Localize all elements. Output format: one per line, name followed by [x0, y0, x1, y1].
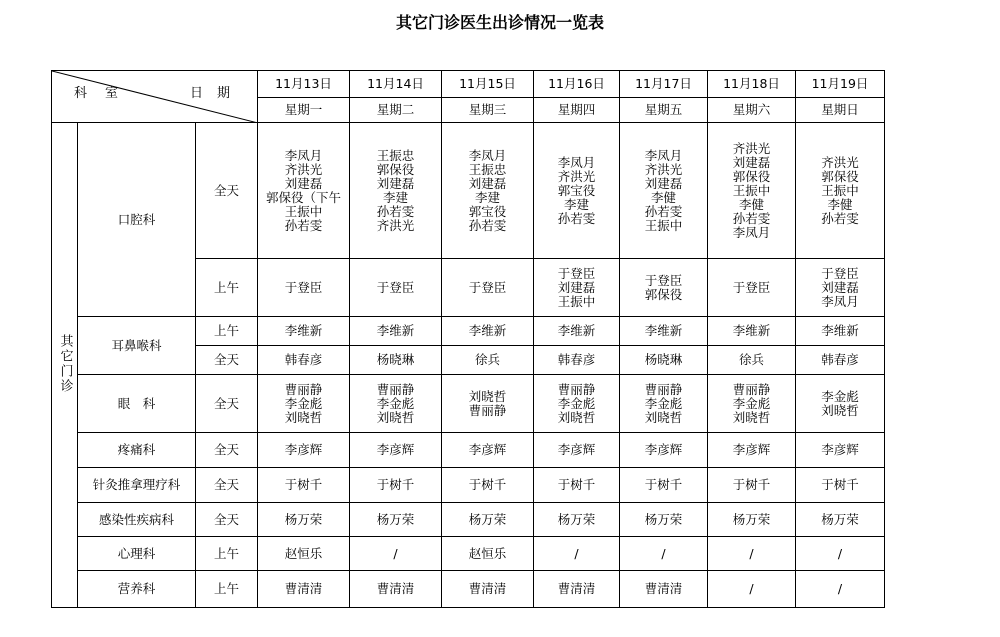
doctor-cell [534, 571, 620, 608]
doctor-cell [350, 375, 442, 433]
doctor-name: 李维新 [376, 323, 415, 338]
schedule-row [52, 468, 885, 503]
doctor-cell [708, 375, 796, 433]
doctor-name: / [837, 545, 843, 561]
schedule-table [51, 70, 885, 608]
doctor-name: / [837, 581, 843, 596]
doctor-cell [620, 123, 708, 259]
doctor-cell [620, 433, 708, 468]
session-label: 全天 [196, 503, 258, 537]
header-corner-cell [52, 71, 258, 123]
doctor-name: 李金彪 [284, 395, 323, 411]
doctor-cell [350, 123, 442, 259]
doctor-cell [534, 346, 620, 375]
doctor-cell [442, 346, 534, 375]
doctor-name: 李维新 [468, 323, 507, 338]
session-label: 全天 [196, 375, 258, 433]
doctor-cell [708, 346, 796, 375]
doctor-name: 齐洪光 [644, 161, 683, 177]
doctor-name: 刘建磊 [376, 175, 415, 191]
doctor-name: / [393, 545, 398, 561]
doctor-cell [258, 317, 350, 346]
doctor-cell [258, 123, 350, 259]
doctor-name: 王振忠 [468, 161, 507, 177]
department-name: 感染性疾病科 [78, 503, 196, 537]
doctor-cell [620, 317, 708, 346]
doctor-name: 曹丽静 [557, 381, 596, 397]
doctor-name: 曹清清 [644, 581, 683, 596]
doctor-name: 李维新 [821, 323, 859, 338]
doctor-name: 于登臣 [557, 265, 596, 281]
doctor-cell [258, 346, 350, 375]
doctor-cell [534, 537, 620, 571]
schedule-row [52, 375, 885, 433]
doctor-cell [534, 503, 620, 537]
doctor-name: 刘晓哲 [644, 409, 683, 425]
doctor-name: 李凤月 [821, 293, 859, 309]
doctor-cell [796, 468, 885, 503]
weekday-header: 星期四 [534, 98, 620, 123]
doctor-name: 齐洪光 [376, 217, 415, 233]
doctor-name: 李彦辉 [732, 442, 771, 457]
doctor-name: 郭宝役 [557, 182, 596, 198]
doctor-name: 李健 [738, 196, 764, 212]
schedule-row [52, 503, 885, 537]
doctor-name: 李建 [474, 189, 500, 205]
doctor-cell [796, 317, 885, 346]
doctor-name: 韩春彦 [284, 352, 323, 367]
doctor-cell [442, 468, 534, 503]
doctor-name: 于树千 [468, 477, 507, 492]
doctor-cell [796, 123, 885, 259]
doctor-name: 李金彪 [732, 395, 771, 411]
department-name: 耳鼻喉科 [78, 317, 196, 375]
doctor-name: 刘晓哲 [557, 409, 596, 425]
schedule-row [52, 123, 885, 259]
doctor-name: 李彦辉 [376, 442, 415, 457]
doctor-name: 李金彪 [376, 395, 415, 411]
doctor-name: 李金彪 [821, 388, 859, 404]
doctor-name: / [661, 545, 666, 561]
date-header: 11月15日 [442, 71, 534, 98]
doctor-name: 李金彪 [644, 395, 683, 411]
doctor-name: 曹清清 [376, 581, 415, 596]
doctor-name: 于树千 [284, 477, 323, 492]
doctor-cell [350, 317, 442, 346]
date-header: 11月14日 [350, 71, 442, 98]
doctor-name: 于登臣 [821, 265, 859, 281]
doctor-name: / [749, 545, 754, 561]
doctor-name: 曹丽静 [644, 381, 683, 397]
doctor-name: 李彦辉 [468, 442, 507, 457]
doctor-cell [620, 468, 708, 503]
doctor-name: 李凤月 [644, 147, 683, 163]
schedule-row [52, 537, 885, 571]
doctor-name: 于登臣 [644, 272, 683, 288]
session-label: 上午 [196, 571, 258, 608]
schedule-row [52, 317, 885, 346]
doctor-cell [708, 123, 796, 259]
doctor-cell [534, 317, 620, 346]
doctor-name: 李维新 [284, 323, 323, 338]
doctor-cell [442, 123, 534, 259]
doctor-name: 李健 [827, 196, 853, 212]
doctor-name: 王振中 [644, 217, 683, 233]
doctor-name: 徐兵 [474, 352, 500, 367]
doctor-cell [258, 503, 350, 537]
doctor-name: 杨万荣 [557, 511, 596, 527]
doctor-name: 韩春彦 [557, 352, 596, 367]
doctor-name: 孙若雯 [468, 217, 507, 233]
doctor-cell [534, 123, 620, 259]
doctor-cell [796, 537, 885, 571]
doctor-name: 于树千 [557, 477, 596, 492]
doctor-name: 于树千 [821, 477, 859, 492]
doctor-name: 杨万荣 [284, 511, 323, 527]
doctor-name: 郭保役 [376, 161, 415, 177]
doctor-cell [258, 433, 350, 468]
department-name: 营养科 [78, 571, 196, 608]
doctor-name: 于登臣 [732, 279, 771, 295]
doctor-cell [620, 346, 708, 375]
doctor-name: 李凤月 [284, 147, 323, 163]
doctor-name: 李彦辉 [644, 442, 683, 457]
doctor-cell [258, 537, 350, 571]
doctor-name: 杨晓琳 [644, 352, 683, 367]
department-name: 针灸推拿理疗科 [78, 468, 196, 503]
doctor-name: 刘建磊 [284, 175, 323, 191]
doctor-name: 孙若雯 [821, 210, 859, 226]
doctor-cell [258, 468, 350, 503]
doctor-name: 曹丽静 [732, 381, 771, 397]
doctor-name: 郭宝役 [468, 203, 507, 219]
doctor-name: 曹丽静 [468, 402, 507, 418]
doctor-cell [442, 433, 534, 468]
doctor-name: 李维新 [644, 323, 683, 338]
doctor-name: 曹清清 [284, 581, 323, 596]
doctor-name: 杨万荣 [468, 511, 507, 527]
doctor-name: 于树千 [376, 477, 415, 492]
doctor-name: 李彦辉 [821, 442, 859, 457]
session-label: 全天 [196, 346, 258, 375]
date-header: 11月18日 [708, 71, 796, 98]
doctor-name: 孙若雯 [284, 217, 323, 233]
doctor-cell [350, 537, 442, 571]
page-title: 其它门诊医生出诊情况一览表 [395, 13, 604, 32]
doctor-name: 孙若雯 [732, 210, 771, 226]
doctor-cell [258, 375, 350, 433]
doctor-name: 韩春彦 [821, 352, 859, 367]
session-label: 上午 [196, 537, 258, 571]
group-label-cell [52, 123, 78, 608]
doctor-name: 李彦辉 [284, 442, 323, 457]
doctor-name: 曹清清 [557, 581, 596, 596]
doctor-name: 刘建磊 [821, 279, 859, 295]
doctor-cell [708, 433, 796, 468]
doctor-cell [350, 433, 442, 468]
doctor-name: 赵恒乐 [284, 545, 323, 561]
doctor-cell [350, 468, 442, 503]
session-label: 上午 [196, 259, 258, 317]
doctor-cell [350, 571, 442, 608]
schedule-row [52, 433, 885, 468]
doctor-cell [350, 259, 442, 317]
doctor-name: 李凤月 [468, 147, 507, 163]
doctor-cell [534, 468, 620, 503]
corner-dept-label: 科室 [74, 86, 137, 101]
department-name: 疼痛科 [78, 433, 196, 468]
department-name: 眼 科 [78, 375, 196, 433]
doctor-name: 杨万荣 [644, 511, 683, 527]
doctor-name: 李健 [650, 189, 676, 205]
department-name: 心理科 [78, 537, 196, 571]
doctor-cell [796, 346, 885, 375]
doctor-name: 李彦辉 [557, 442, 596, 457]
doctor-cell [708, 468, 796, 503]
weekday-header: 星期五 [620, 98, 708, 123]
doctor-name: 孙若雯 [376, 203, 415, 219]
date-header: 11月19日 [796, 71, 885, 98]
doctor-cell [534, 259, 620, 317]
doctor-name: 孙若雯 [644, 203, 683, 219]
doctor-name: / [749, 581, 754, 596]
doctor-name: 王振中 [557, 293, 596, 309]
doctor-cell [442, 375, 534, 433]
doctor-cell [442, 571, 534, 608]
weekday-header: 星期二 [350, 98, 442, 123]
doctor-name: 刘建磊 [557, 279, 596, 295]
doctor-name: 齐洪光 [732, 140, 771, 156]
doctor-name: 于登臣 [468, 279, 507, 295]
doctor-name: 郭保役 [732, 168, 771, 184]
doctor-name: 曹丽静 [284, 381, 323, 397]
doctor-name: 李凤月 [732, 224, 771, 240]
doctor-name: 于登臣 [284, 279, 323, 295]
doctor-name: 李维新 [557, 323, 596, 338]
doctor-name: 刘建磊 [468, 175, 507, 191]
doctor-cell [796, 375, 885, 433]
doctor-name: 李凤月 [557, 154, 596, 170]
doctor-cell [620, 375, 708, 433]
doctor-name: 李建 [382, 189, 408, 205]
weekday-header: 星期一 [258, 98, 350, 123]
weekday-header: 星期日 [796, 98, 885, 123]
doctor-cell [796, 433, 885, 468]
doctor-cell [534, 433, 620, 468]
doctor-name: 王振中 [284, 203, 323, 219]
group-label: 其它门诊 [57, 333, 73, 394]
doctor-cell [796, 571, 885, 608]
doctor-name: 杨万荣 [732, 511, 771, 527]
doctor-cell [258, 259, 350, 317]
doctor-name: 刘晓哲 [284, 409, 323, 425]
doctor-name: / [574, 545, 579, 561]
doctor-name: 齐洪光 [821, 154, 859, 170]
doctor-cell [796, 503, 885, 537]
doctor-cell [442, 503, 534, 537]
doctor-name: 王振忠 [376, 147, 415, 163]
session-label: 全天 [196, 433, 258, 468]
doctor-cell [258, 571, 350, 608]
doctor-name: 刘晓哲 [376, 409, 415, 425]
doctor-name: 刘晓哲 [732, 409, 771, 425]
corner-date-label: 日期 [190, 86, 245, 101]
doctor-name: 曹丽静 [376, 381, 415, 397]
doctor-cell [620, 259, 708, 317]
doctor-name: 郭保役（下午 [265, 189, 341, 205]
doctor-cell [708, 571, 796, 608]
doctor-name: 王振中 [821, 182, 859, 198]
doctor-name: 杨万荣 [376, 511, 415, 527]
weekday-header: 星期三 [442, 98, 534, 123]
doctor-cell [708, 537, 796, 571]
doctor-name: 李金彪 [557, 395, 596, 411]
doctor-name: 郭保役 [821, 168, 859, 184]
date-header: 11月16日 [534, 71, 620, 98]
doctor-name: 于树千 [732, 477, 771, 492]
doctor-cell [796, 259, 885, 317]
doctor-cell [620, 503, 708, 537]
doctor-name: 于登臣 [376, 279, 415, 295]
doctor-name: 齐洪光 [284, 161, 323, 177]
doctor-name: 刘建磊 [644, 175, 683, 191]
date-header: 11月13日 [258, 71, 350, 98]
doctor-name: 孙若雯 [557, 210, 596, 226]
doctor-name: 李建 [563, 196, 589, 212]
schedule-row [52, 571, 885, 608]
doctor-name: 刘晓哲 [821, 402, 859, 418]
doctor-name: 杨万荣 [821, 511, 859, 527]
doctor-cell [708, 259, 796, 317]
session-label: 全天 [196, 468, 258, 503]
doctor-cell [620, 571, 708, 608]
doctor-name: 郭保役 [644, 286, 683, 302]
department-name: 口腔科 [78, 123, 196, 317]
doctor-cell [350, 503, 442, 537]
doctor-name: 王振中 [732, 182, 771, 198]
doctor-name: 曹清清 [468, 581, 507, 596]
doctor-cell [442, 537, 534, 571]
doctor-cell [620, 537, 708, 571]
doctor-cell [534, 375, 620, 433]
doctor-name: 刘晓哲 [468, 388, 507, 404]
date-header: 11月17日 [620, 71, 708, 98]
session-label: 全天 [196, 123, 258, 259]
session-label: 上午 [196, 317, 258, 346]
doctor-name: 赵恒乐 [468, 545, 507, 561]
doctor-cell [442, 259, 534, 317]
doctor-cell [442, 317, 534, 346]
doctor-name: 刘建磊 [732, 154, 771, 170]
doctor-name: 杨晓琳 [376, 352, 415, 367]
weekday-header: 星期六 [708, 98, 796, 123]
doctor-cell [708, 503, 796, 537]
doctor-name: 李维新 [732, 323, 771, 338]
doctor-cell [350, 346, 442, 375]
doctor-name: 徐兵 [738, 352, 764, 367]
doctor-cell [708, 317, 796, 346]
doctor-name: 于树千 [644, 477, 683, 492]
doctor-name: 齐洪光 [557, 168, 596, 184]
